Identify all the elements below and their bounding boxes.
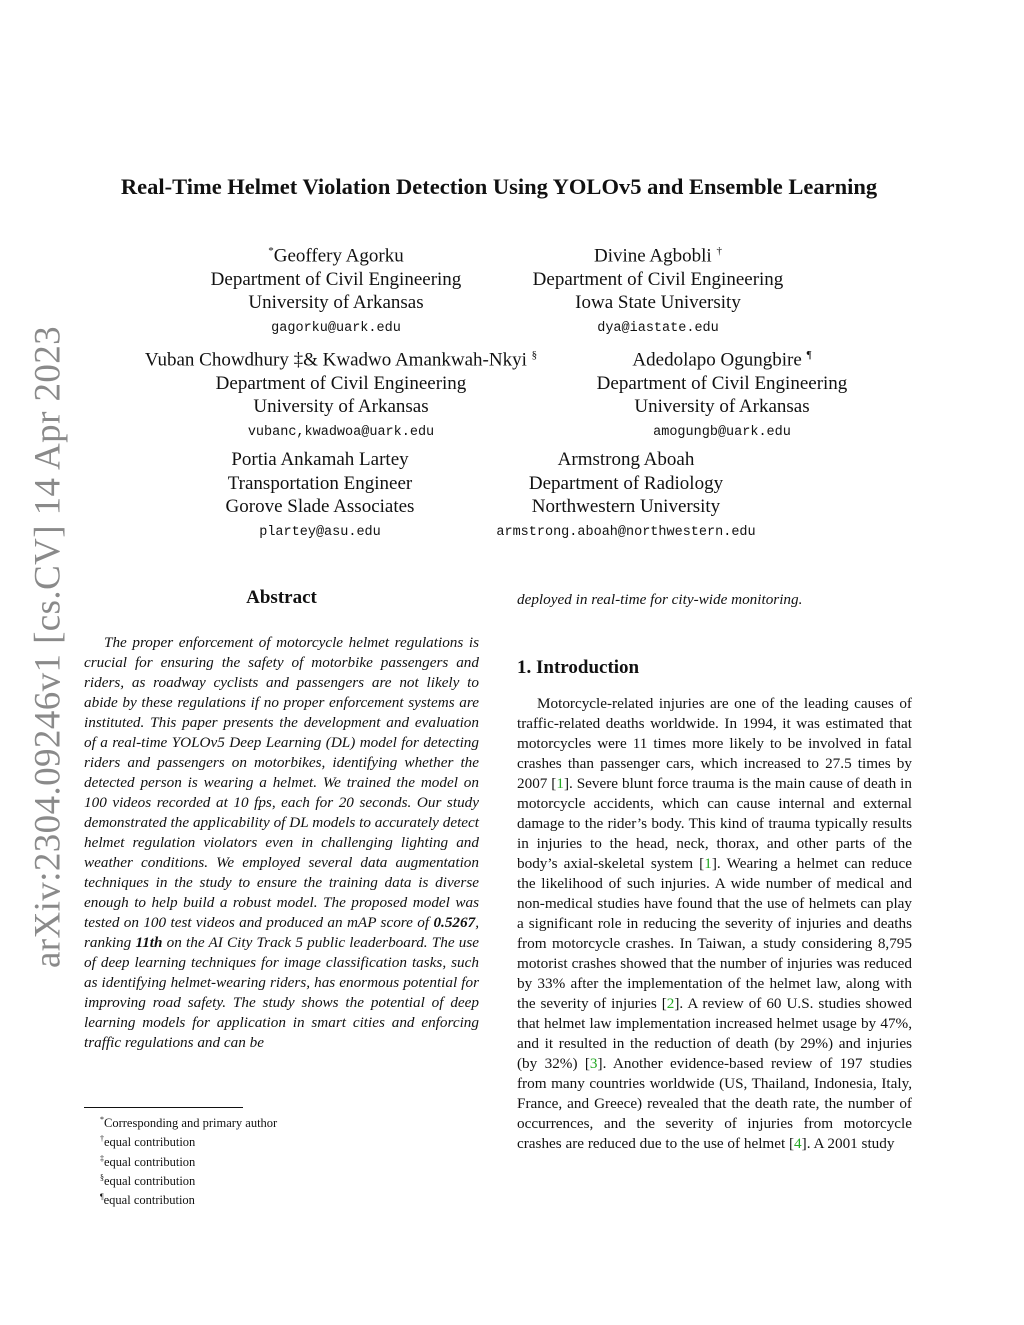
author-mark: § [531, 349, 538, 361]
author-name: Portia Ankamah Lartey [231, 449, 409, 470]
author-name: *Geoffery Agorku [268, 245, 404, 267]
footnote: *Corresponding and primary author [100, 1115, 278, 1131]
author-5 [226, 448, 415, 543]
author-name: Divine Agbobli † [594, 245, 722, 267]
author-affiliation: University of Arkansas [253, 396, 429, 418]
introduction-heading: 1. Introduction [517, 657, 640, 678]
citation-link[interactable]: 3 [589, 1055, 598, 1072]
author-6 [496, 448, 755, 543]
author-2 [533, 240, 784, 339]
author-email[interactable]: amogungb@uark.edu [653, 424, 791, 440]
author-name: Adedolapo Ogungbire ¶ [632, 349, 812, 371]
author-affiliation: Northwestern University [531, 496, 721, 517]
author-affiliation: University of Arkansas [248, 292, 424, 314]
author-name: Armstrong Aboah [557, 449, 695, 470]
author-affiliation: University of Arkansas [634, 396, 810, 418]
author-name: Vuban Chowdhury ‡& Kwadwo Amankwah-Nkyi § [144, 349, 538, 371]
footnote: ¶equal contribution [100, 1192, 195, 1208]
paper-title: Real-Time Helmet Violation Detection Using YOLOv5 and Ensemble Learning [120, 174, 878, 199]
footnotes [84, 1112, 277, 1209]
author-department: Department of Civil Engineering [596, 372, 848, 394]
author-department: Department of Civil Engineering [215, 372, 467, 394]
author-email[interactable]: dya@iastate.edu [597, 320, 719, 336]
author-mark: † [716, 245, 722, 257]
author-1 [211, 240, 462, 339]
author-email[interactable]: gagorku@uark.edu [271, 320, 401, 336]
citation-link[interactable]: 1 [704, 855, 712, 872]
citation-link[interactable]: 4 [794, 1135, 802, 1152]
author-department: Department of Civil Engineering [532, 268, 784, 290]
map-score: 0.5267 [433, 914, 476, 931]
footnote-rule [84, 1107, 243, 1108]
author-affiliation: Iowa State University [575, 292, 741, 314]
footnote: †equal contribution [100, 1134, 196, 1150]
introduction-body: Motorcycle-related injuries are one of the leading causes of traffic-related deaths worldwide. In 1994, it was estimated that motorcycles were 11 times more likely to be involved in fatal crashes than passenger cars, which increased to 27.5 times by 2007 [1]. Severe blunt force trauma is the main cause of death in motorcycle accidents, which can cause internal and external damage to the rider’s body. This kind of trauma typically results in injuries to the head, neck, thorax, and other parts of the body’s axial-skeletal system [1]. Wearing a helmet can reduce the likelihood of such injuries. A wide number of medical and non-medical studies have found that the use of helmets can play a significant role in reducing the severity of injuries and deaths from motorcycle crashes. In Taiwan, a study considering 8,795 motorist crashes showed that the number of injuries was reduced by 33% after the implementation of the helmet law, along with the severity of injuries [2]. A review of 60 U.S. studies showed that helmet law implementation increased helmet usage by 47%, and it resulted in the reduction of death (by 29%) and injuries (by 32%) [3]. Another evidence-based review of 197 studies from many countries worldwide (US, Thailand, Indonesia, Italy, France, and Greece) revealed that the death rate, the number of occurrences, and the severity of injuries from motorcycle crashes are reduced due to the use of helmet [4]. A 2001 study [517, 695, 912, 1152]
author-email[interactable]: plartey@asu.edu [259, 524, 381, 540]
leaderboard-rank: 11th [135, 934, 163, 951]
footnote: §equal contribution [100, 1173, 196, 1189]
author-mark: ¶ [806, 349, 812, 361]
author-4 [597, 344, 848, 443]
author-mark: * [268, 245, 274, 257]
footnote: ‡equal contribution [100, 1153, 196, 1169]
arxiv-stamp: arXiv:2304.09246v1 [cs.CV] 14 Apr 2023 [27, 325, 69, 969]
author-department: Department of Radiology [528, 472, 724, 494]
author-department: Transportation Engineer [227, 472, 413, 494]
author-email[interactable]: vubanc,kwadwoa@uark.edu [247, 424, 435, 440]
abstract-body: The proper enforcement of motorcycle helmet regulations is crucial for ensuring the safety of motorbike passengers and riders, as roadway cyclists and passengers are not likely to abide by these regulations if no proper enforcement systems are instituted. This paper presents the development and evaluation of a real-time YOLOv5 Deep Learning (DL) model for detecting riders and passengers on motorbikes, identifying whether the detected person is wearing a helmet. We trained the model on 100 videos recorded at 10 fps, each for 20 seconds. Our study demonstrated the applicability of DL models to accurately detect helmet regulation violators even in challenging lighting and weather conditions. We employed several data augmentation techniques in the study to ensure the training data is diverse enough to help build a robust model. The proposed model was tested on 100 test videos and produced an mAP score of 0.5267, ranking 11th on the AI City Track 5 public leaderboard. The use of deep learning techniques for image classification tasks, such as identifying helmet-wearing riders, has enormous potential for improving road safety. The study shows the potential of deep learning models for application in smart cities and enforcing traffic regulations and can be [84, 634, 480, 1051]
abstract-continuation: deployed in real-time for city-wide monitoring. [517, 591, 803, 608]
citation-link[interactable]: 2 [666, 995, 675, 1012]
author-department: Department of Civil Engineering [210, 268, 462, 290]
author-affiliation: Gorove Slade Associates [225, 496, 415, 517]
citation-link[interactable]: 1 [556, 775, 564, 792]
author-email[interactable]: armstrong.aboah@northwestern.edu [496, 524, 756, 540]
abstract-heading: Abstract [246, 587, 317, 608]
author-3 [145, 344, 537, 443]
